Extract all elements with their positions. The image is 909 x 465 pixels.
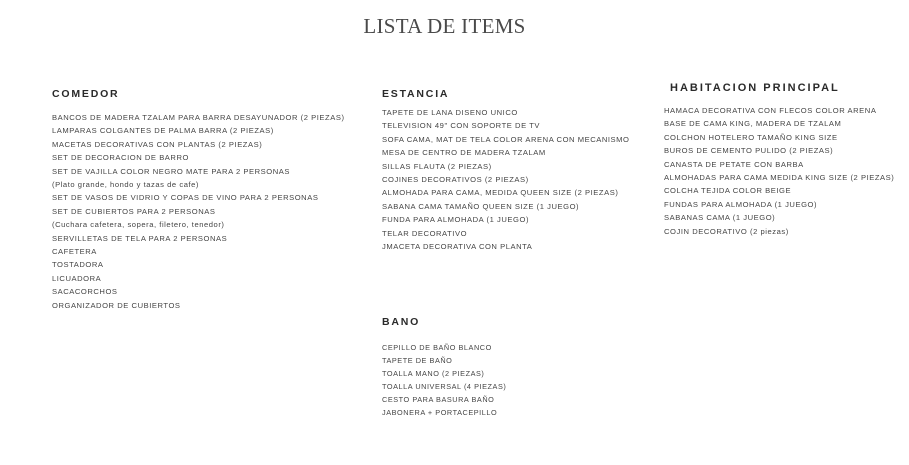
list-item: COJINES DECORATIVOS (2 PIEZAS) bbox=[382, 175, 529, 185]
list-item: FUNDAS PARA ALMOHADA (1 JUEGO) bbox=[664, 199, 818, 209]
section-habitacion-principal bbox=[664, 81, 900, 238]
list-item: CESTO PARA BASURA BAÑO bbox=[382, 395, 495, 405]
list-item: CAFETERA bbox=[52, 247, 97, 257]
list-item: TAPETE DE LANA DISENO UNICO bbox=[382, 108, 518, 117]
item-list bbox=[382, 341, 506, 420]
item-list bbox=[52, 111, 345, 312]
list-item: MESA DE CENTRO DE MADERA TZALAM bbox=[382, 148, 546, 158]
section-heading: COMEDOR bbox=[52, 88, 120, 100]
list-item: SABANA CAMA TAMAÑO QUEEN SIZE (1 JUEGO) bbox=[382, 201, 580, 211]
list-item: JMACETA DECORATIVA CON PLANTA bbox=[382, 242, 533, 252]
list-item: SILLAS FLAUTA (2 PIEZAS) bbox=[382, 161, 492, 171]
list-item: LICUADORA bbox=[52, 273, 102, 283]
list-item: ALMOHADAS PARA CAMA MEDIDA KING SIZE (2 PIEZAS) bbox=[664, 173, 895, 183]
list-item: ALMOHADA PARA CAMA, MEDIDA QUEEN SIZE (2 PIEZAS) bbox=[382, 188, 619, 198]
section-heading: BANO bbox=[382, 316, 421, 328]
list-item: TOALLA UNIVERSAL (4 PIEZAS) bbox=[382, 382, 507, 392]
list-item: TELEVISION 49" CON SOPORTE DE TV bbox=[382, 121, 541, 131]
item-list bbox=[664, 104, 894, 238]
list-item: CANASTA DE PETATE CON BARBA bbox=[664, 159, 804, 169]
list-item: COLCHON HOTELERO TAMAÑO KING SIZE bbox=[664, 132, 838, 142]
list-item: TAPETE DE BAÑO bbox=[382, 356, 453, 366]
list-item: SET DE CUBIERTOS PARA 2 PERSONAS bbox=[52, 206, 216, 216]
section-comedor bbox=[52, 87, 345, 312]
item-list bbox=[382, 106, 630, 253]
list-item: BANCOS DE MADERA TZALAM PARA BARRA DESAYUNADOR (2 PIEZAS) bbox=[52, 113, 345, 122]
list-item: COLCHA TEJIDA COLOR BEIGE bbox=[664, 186, 792, 196]
list-item: FUNDA PARA ALMOHADA (1 JUEGO) bbox=[382, 215, 530, 225]
list-item: SET DE DECORACION DE BARRO bbox=[52, 153, 189, 163]
list-item: SOFA CAMA, MAT DE TELA COLOR ARENA CON MECANISMO bbox=[382, 134, 630, 144]
list-item: SET DE VASOS DE VIDRIO Y COPAS DE VINO PARA 2 PERSONAS bbox=[52, 193, 319, 203]
section-bano bbox=[382, 315, 506, 420]
list-item: SERVILLETAS DE TELA PARA 2 PERSONAS bbox=[52, 233, 228, 243]
list-item: (Cuchara cafetera, sopera, filetero, tenedor) bbox=[52, 220, 225, 230]
section-heading: HABITACION PRINCIPAL bbox=[670, 82, 840, 94]
list-item: HAMACA DECORATIVA CON FLECOS COLOR ARENA bbox=[664, 106, 877, 115]
section-heading: ESTANCIA bbox=[382, 88, 450, 100]
list-item: TOSTADORA bbox=[52, 260, 104, 270]
list-item: TOALLA MANO (2 PIEZAS) bbox=[382, 369, 485, 379]
list-item: CEPILLO DE BAÑO BLANCO bbox=[382, 343, 492, 352]
list-item: BASE DE CAMA KING, MADERA DE TZALAM bbox=[664, 119, 842, 129]
list-item: JABONERA + PORTACEPILLO bbox=[382, 408, 498, 418]
list-item: SABANAS CAMA (1 JUEGO) bbox=[664, 213, 776, 223]
list-item: LAMPARAS COLGANTES DE PALMA BARRA (2 PIEZAS) bbox=[52, 126, 274, 136]
list-item: BUROS DE CEMENTO PULIDO (2 PIEZAS) bbox=[664, 146, 834, 156]
page-title: LISTA DE ITEMS bbox=[363, 14, 526, 38]
list-item: SACACORCHOS bbox=[52, 287, 118, 297]
list-item: (Plato grande, hondo y tazas de cafe) bbox=[52, 180, 199, 190]
list-item: ORGANIZADOR DE CUBIERTOS bbox=[52, 300, 181, 310]
list-item: COJIN DECORATIVO (2 piezas) bbox=[664, 226, 789, 236]
list-item: MACETAS DECORATIVAS CON PLANTAS (2 PIEZAS) bbox=[52, 139, 263, 149]
section-estancia bbox=[382, 87, 630, 253]
list-item: TELAR DECORATIVO bbox=[382, 228, 468, 238]
list-item: SET DE VAJILLA COLOR NEGRO MATE PARA 2 PERSONAS bbox=[52, 166, 290, 176]
